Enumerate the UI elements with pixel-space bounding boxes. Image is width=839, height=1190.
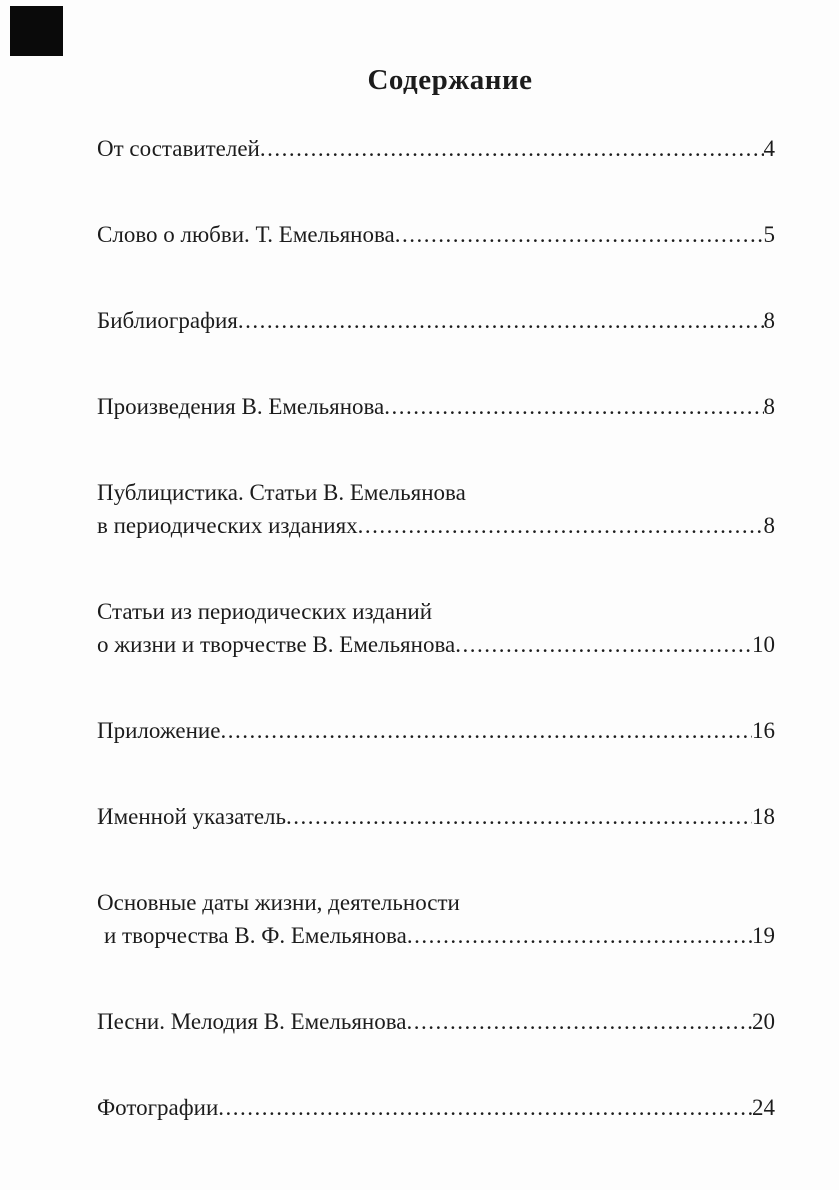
toc-entry-page: 8: [763, 513, 775, 538]
toc-entry-page: 18: [752, 804, 775, 829]
toc-entry: [97, 218, 775, 251]
page-title: Содержание: [367, 64, 533, 96]
dot-leader: [260, 132, 764, 165]
toc-entry: [97, 132, 775, 165]
toc-entry-page: 5: [763, 222, 775, 247]
toc-entry: [97, 304, 775, 337]
toc-entry-page: 19: [752, 923, 775, 948]
toc-entry-text: Именной указатель: [97, 804, 287, 829]
dot-leader: [218, 1091, 752, 1124]
toc-entry-text: Статьи из периодических изданий: [97, 599, 433, 624]
toc-entry-page: 20: [752, 1009, 775, 1034]
toc-entry-text: Приложение: [97, 718, 221, 743]
toc-entry: [97, 476, 775, 542]
dot-leader: [455, 628, 752, 661]
toc-entry-page: 10: [752, 632, 775, 657]
toc-entry-page: 24: [752, 1095, 775, 1120]
toc-entry-page: 8: [763, 308, 775, 333]
toc-entry-text: Слово о любви. Т. Емельянова: [97, 222, 395, 247]
toc-entry-page: 8: [763, 394, 775, 419]
toc-entry-text: Песни. Мелодия В. Емельянова: [97, 1009, 407, 1034]
dot-leader: [286, 800, 752, 833]
dot-leader: [238, 304, 764, 337]
toc-entry-text: От составителей: [97, 136, 260, 161]
toc-entry: [97, 714, 775, 747]
toc-entry-text: Публицистика. Статьи В. Емельянова: [97, 480, 466, 505]
toc-entry-text: Произведения В. Емельянова: [97, 394, 385, 419]
toc-entry-text: Библиография: [97, 308, 238, 333]
toc-entry: [97, 1005, 775, 1038]
dot-leader: [384, 390, 763, 423]
toc-entry: [97, 886, 775, 952]
toc-entry: [97, 800, 775, 833]
toc-entry: [97, 390, 775, 423]
toc-entry: [97, 595, 775, 661]
dot-leader: [407, 919, 752, 952]
toc-entry-page: 16: [752, 718, 775, 743]
dot-leader: [358, 509, 764, 542]
toc-entry-page: 4: [763, 136, 775, 161]
dot-leader: [220, 714, 752, 747]
toc-entry-continuation: и творчества В. Ф. Емельянова: [104, 923, 407, 948]
toc-entry-text: Основные даты жизни, деятельности: [97, 890, 460, 915]
dot-leader: [395, 218, 764, 251]
scan-artifact-box: [10, 6, 63, 56]
dot-leader: [407, 1005, 752, 1038]
toc-entry-continuation: о жизни и творчестве В. Емельянова: [97, 632, 456, 657]
toc-entry: [97, 1091, 775, 1124]
toc-entry-continuation: в периодических изданиях: [97, 513, 358, 538]
toc-entry-text: Фотографии: [97, 1095, 219, 1120]
